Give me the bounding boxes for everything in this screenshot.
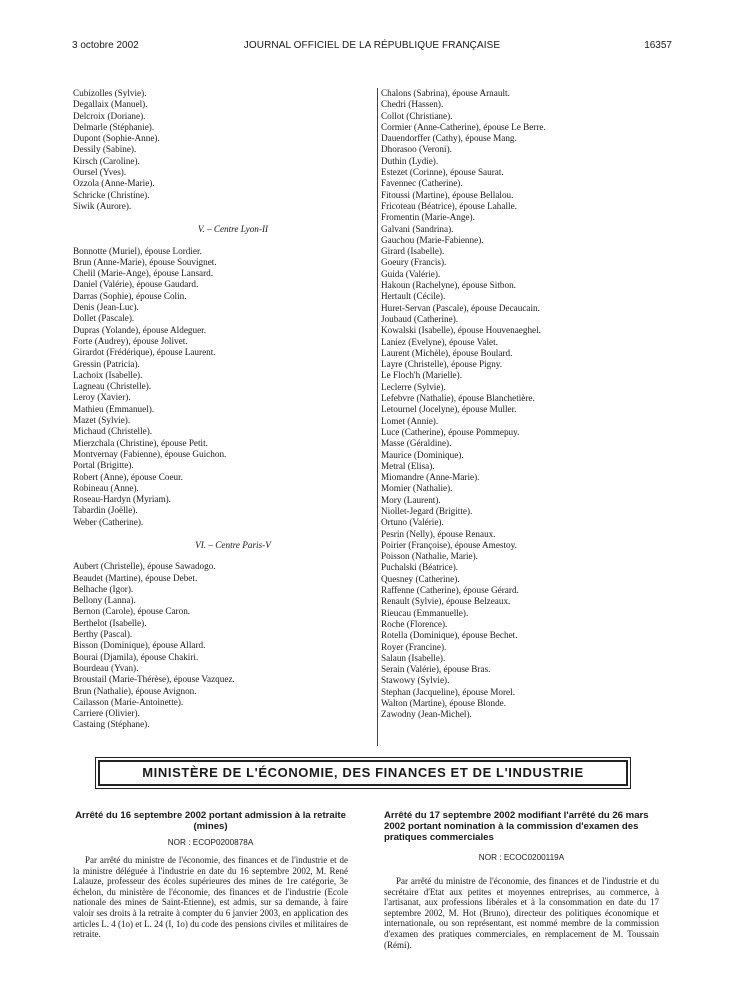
name-entry: Leclerre (Sylvie). — [381, 381, 446, 392]
name-entry: Collot (Christiane). — [381, 110, 453, 121]
column-divider — [377, 88, 378, 746]
name-entry: Estezet (Corinne), épouse Saurat. — [381, 167, 504, 178]
journal-title: JOURNAL OFFICIEL DE LA RÉPUBLIQUE FRANÇAISE — [243, 40, 501, 51]
name-list-top — [73, 88, 353, 212]
name-entry: Gauchou (Marie-Fabienne). — [381, 234, 484, 245]
name-entry: Poisson (Nathalie, Marie). — [381, 551, 478, 562]
name-entry: Quesney (Catherine). — [381, 573, 460, 584]
name-entry: Roche (Florence). — [381, 618, 448, 629]
name-entry: Oursel (Yves). — [73, 167, 127, 178]
name-entry: Delcroix (Doriane). — [73, 110, 146, 121]
name-entry: Bellony (Lanna). — [73, 595, 136, 606]
name-entry: Goeury (Francis). — [381, 257, 447, 268]
arrete-commission — [384, 810, 659, 950]
name-entry: Royer (Francine). — [381, 641, 447, 652]
name-entry: Delmarle (Stéphanie). — [73, 121, 155, 132]
name-entry: Zawodny (Jean-Michel). — [381, 709, 472, 720]
name-entry: Dollet (Pascale). — [73, 313, 135, 324]
name-entry: Fitoussi (Martine), épouse Bellalou. — [381, 189, 514, 200]
name-entry: Favennec (Catherine). — [381, 178, 463, 189]
name-entry: Siwik (Aurore). — [73, 200, 132, 211]
name-entry: Beaudet (Martine), épouse Debet. — [73, 572, 198, 583]
publication-date: 3 octobre 2002 — [72, 40, 139, 51]
arrete-title: Arrêté du 16 septembre 2002 portant admission à la retraite (mines) — [75, 810, 346, 832]
name-entry: Bourai (Djamila), épouse Chakiri. — [73, 651, 199, 662]
name-entry: Darras (Sophie), épouse Colin. — [73, 290, 187, 301]
name-entry: Dupont (Sophie-Anne). — [73, 133, 160, 144]
name-entry: Chedri (Hassen). — [381, 99, 444, 110]
name-entry: Ozzola (Anne-Marie). — [73, 178, 155, 189]
name-entry: Lagneau (Christelle). — [73, 381, 152, 392]
name-list-right — [381, 88, 661, 721]
name-entry: Rieucau (Emmanuelle). — [381, 607, 469, 618]
name-entry: Puchalski (Béatrice). — [381, 562, 459, 573]
name-entry: Maurice (Dominique). — [381, 449, 464, 460]
name-entry: Brun (Anne-Marie), épouse Souvignet. — [73, 256, 217, 267]
name-entry: Castaing (Stéphane). — [73, 719, 150, 730]
name-entry: Laurent (Michèle), épouse Boulard. — [381, 347, 513, 358]
name-entry: Weber (Catherine). — [73, 516, 144, 527]
page-number: 16357 — [644, 40, 672, 51]
name-entry: Kirsch (Caroline). — [73, 155, 140, 166]
name-entry: Dhorasoo (Veroni). — [381, 144, 452, 155]
name-entry: Schricke (Christine). — [73, 189, 150, 200]
name-entry: Mory (Laurent). — [381, 494, 441, 505]
name-entry: Stawowy (Sylvie). — [381, 675, 450, 686]
name-entry: Aubert (Christelle), épouse Sawadogo. — [73, 561, 216, 572]
name-entry: Chelil (Marie-Ange), épouse Lansard. — [73, 268, 214, 279]
name-entry: Kowalski (Isabelle), épouse Houvenaeghel. — [381, 325, 541, 336]
name-entry: Portal (Brigitte). — [73, 460, 134, 471]
left-column — [73, 88, 353, 731]
name-entry: Masse (Géraldine). — [381, 438, 452, 449]
name-entry: Degallaix (Manuel). — [73, 99, 148, 110]
name-entry: Cormier (Anne-Catherine), épouse Le Berre. — [381, 121, 546, 132]
arrete-body: Par arrêté du ministre de l'économie, des finances et de l'industrie et de la ministre déléguée à l'industrie en date du 16 septembre 2002, M. René Lalauze, professeur des écoles supérieures des mines de 1re catégorie, 3e échelon, du ministère de l'économie, des finances et de l'industrie (Ecole nationale des mines de Saint-Etienne), est admis, sur sa demande, à faire valoir ses droits à la retraite à compter du 6 janvier 2003, en application des articles L. 4 (1o) et L. 24 (I, 1o) du code des pensions civiles et militaires de retraite. — [73, 855, 348, 940]
name-entry: Montvernay (Fabienne), épouse Guichon. — [73, 448, 227, 459]
name-entry: Galvani (Sandrina). — [381, 223, 454, 234]
name-entry: Le Floch'h (Marielle). — [381, 370, 462, 381]
nor-reference: NOR : ECOP0200878A — [167, 838, 254, 847]
name-entry: Daniel (Valérie), épouse Gaudard. — [73, 279, 199, 290]
arrete-retraite — [73, 810, 348, 940]
name-entry: Rotella (Dominique), épouse Bechet. — [381, 630, 518, 641]
name-entry: Fricoteau (Béatrice), épouse Lahalle. — [381, 200, 517, 211]
name-entry: Huret-Servan (Pascale), épouse Decaucain. — [381, 302, 540, 313]
name-entry: Pesrin (Nelly), épouse Renaux. — [381, 528, 496, 539]
name-entry: Miomandre (Anne-Marie). — [381, 472, 480, 483]
name-entry: Mazet (Sylvie). — [73, 415, 131, 426]
name-entry: Ortuno (Valérie). — [381, 517, 444, 528]
name-list-lyon — [73, 246, 353, 528]
name-entry: Cailasson (Marie-Antoinette). — [73, 696, 184, 707]
name-entry: Serain (Valérie), épouse Bras. — [381, 664, 491, 675]
name-entry: Lomet (Annie). — [381, 415, 439, 426]
name-entry: Roseau-Hardyn (Myriam). — [73, 494, 171, 505]
arrete-body: Par arrêté du ministre de l'économie, des finances et de l'industrie et du secrétaire d'Etat aux petites et moyennes entreprises, au commerce, à l'artisanat, aux professions libérales et à la consommation en date du 17 septembre 2002, M. Hot (Bruno), directeur des politiques économique et internationale, ou son représentant, est nommé membre de la commission d'examen des pratiques commerciales, en remplacement de M. Toussain (Rémi). — [384, 876, 659, 950]
name-entry: Belhache (Igor). — [73, 583, 134, 594]
name-entry: Raffenne (Catherine), épouse Gérard. — [381, 585, 519, 596]
name-entry: Broustail (Marie-Thérèse), épouse Vazquez. — [73, 674, 235, 685]
name-entry: Fromentin (Marie-Ange). — [381, 212, 475, 223]
name-entry: Lefebvre (Nathalie), épouse Blanchetière. — [381, 393, 535, 404]
name-entry: Duthin (Lydie). — [381, 155, 439, 166]
name-entry: Berthy (Pascal). — [73, 629, 133, 640]
name-entry: Metral (Elisa). — [381, 460, 435, 471]
name-entry: Salaun (Isabelle). — [381, 652, 446, 663]
name-entry: Dessily (Sabine). — [73, 144, 137, 155]
name-entry: Tabardin (Joëlle). — [73, 505, 138, 516]
name-entry: Robert (Anne), épouse Coeur. — [73, 471, 183, 482]
name-entry: Bonnotte (Muriel), épouse Lordier. — [73, 245, 202, 256]
name-entry: Denis (Jean-Luc). — [73, 302, 139, 313]
name-entry: Leroy (Xavier). — [73, 392, 131, 403]
name-entry: Dupras (Yolande), épouse Aldeguer. — [73, 324, 207, 335]
nor-reference: NOR : ECOC0200119A — [478, 853, 565, 862]
name-entry: Bernon (Carole), épouse Caron. — [73, 606, 191, 617]
name-entry: Layre (Christelle), épouse Pigny. — [381, 359, 503, 370]
name-entry: Stephan (Jacqueline), épouse Morel. — [381, 686, 515, 697]
name-entry: Gressin (Patricia). — [73, 358, 140, 369]
name-entry: Bisson (Dominique), épouse Allard. — [73, 640, 206, 651]
name-entry: Momier (Nathalie). — [381, 483, 453, 494]
name-entry: Mierzchala (Christine), épouse Petit. — [73, 437, 208, 448]
name-entry: Walton (Martine), épouse Blonde. — [381, 698, 507, 709]
name-entry: Hakoun (Rachelyne), épouse Sitbon. — [381, 280, 516, 291]
name-entry: Guida (Valérie). — [381, 268, 441, 279]
name-entry: Michaud (Christelle). — [73, 426, 153, 437]
name-entry: Luce (Catherine), épouse Pommepuy. — [381, 426, 520, 437]
name-entry: Hertault (Cécile). — [381, 291, 446, 302]
section-heading-lyon: V. – Centre Lyon-II — [197, 224, 269, 235]
name-entry: Berthelot (Isabelle). — [73, 617, 147, 628]
right-column — [381, 88, 661, 721]
name-entry: Bourdeau (Yvan). — [73, 662, 139, 673]
ministry-banner: MINISTÈRE DE L'ÉCONOMIE, DES FINANCES ET DE L'INDUSTRIE — [98, 760, 628, 786]
name-entry: Poirier (Françoise), épouse Amestoy. — [381, 539, 517, 550]
name-entry: Mathieu (Emmanuel). — [73, 403, 155, 414]
name-entry: Laniez (Evelyne), épouse Valet. — [381, 336, 498, 347]
name-entry: Chalons (Sabrina), épouse Arnault. — [381, 88, 510, 98]
name-entry: Robineau (Anne). — [73, 482, 139, 493]
name-entry: Girard (Isabelle). — [381, 246, 445, 257]
page-header — [72, 40, 672, 56]
name-entry: Joubaud (Catherine). — [381, 313, 459, 324]
name-entry: Brun (Nathalie), épouse Avignon. — [73, 685, 197, 696]
name-entry: Cubizolles (Sylvie). — [73, 88, 147, 98]
name-entry: Carriere (Olivier). — [73, 708, 140, 719]
name-entry: Letournel (Jocelyne), épouse Muller. — [381, 404, 517, 415]
name-entry: Niollet-Jegard (Brigitte). — [381, 505, 473, 516]
name-entry: Renault (Sylvie), épouse Belzeaux. — [381, 596, 511, 607]
name-list-paris — [73, 561, 353, 730]
arrete-title: Arrêté du 17 septembre 2002 modifiant l'arrêté du 26 mars 2002 portant nomination à la commission d'examen des pratiques commerciales — [384, 810, 649, 843]
section-heading-paris: VI. – Centre Paris-V — [195, 539, 271, 550]
name-entry: Dauendorffer (Cathy), épouse Mang. — [381, 133, 517, 144]
name-entry: Girardot (Frédérique), épouse Laurent. — [73, 347, 216, 358]
name-entry: Lachoix (Isabelle). — [73, 369, 143, 380]
name-entry: Forte (Audrey), épouse Jolivet. — [73, 335, 188, 346]
